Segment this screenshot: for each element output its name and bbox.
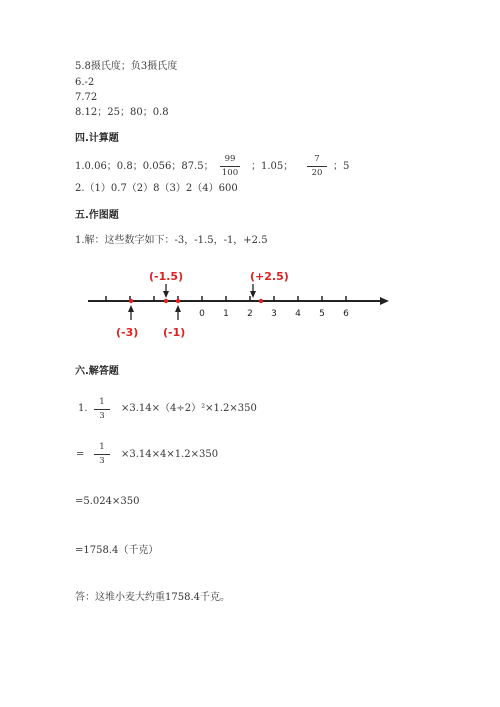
arrow-up-icon (175, 305, 181, 312)
sec4-q1-prefix: 1.0.06；0.8；0.056；87.5； (75, 161, 214, 172)
fraction-denominator: 100 (221, 167, 239, 178)
fraction-7-20 (306, 155, 328, 177)
tick-label: 2 (247, 309, 253, 319)
sec6-line4: =1758.4（千克） (75, 545, 159, 556)
number-line-tick-labels (199, 309, 349, 319)
label-minus-1-5: (-1.5) (149, 270, 184, 283)
section-6-title: 六.解答题 (75, 366, 119, 377)
point-minus-1-5 (164, 299, 168, 303)
tick-label: 6 (343, 309, 349, 319)
tick-label: 0 (199, 309, 205, 319)
sec6-line3: =5.024×350 (75, 496, 140, 507)
sec6-answer: 答：这堆小麦大约重1758.4千克。 (75, 592, 230, 603)
axis-arrow-icon (380, 297, 389, 305)
point-minus-1 (176, 299, 180, 303)
fraction-bar (94, 454, 110, 455)
answer-line-8: 8.12；25；80；0.8 (75, 107, 169, 118)
fraction-denominator: 20 (311, 167, 323, 178)
tick-label: 3 (271, 309, 277, 319)
fraction-1-3 (93, 398, 111, 420)
label-minus-1: (-1) (163, 326, 186, 339)
tick-label: 5 (319, 309, 325, 319)
label-plus-2-5: (+2.5) (250, 270, 289, 283)
section-5-title: 五.作图题 (75, 210, 119, 221)
sec4-q2: 2.（1）0.7（2）8（3）2（4）600 (75, 183, 238, 194)
fraction-1-3 (93, 443, 111, 465)
fraction-numerator: 7 (314, 154, 320, 164)
fraction-99-100 (219, 155, 241, 177)
sec6-line1-expression: ×3.14×（4÷2）²×1.2×350 (121, 403, 257, 414)
answer-line-5: 5.8摄氏度；负3摄氏度 (75, 61, 178, 72)
label-minus-3: (-3) (116, 326, 139, 339)
fraction-numerator: 99 (224, 154, 236, 164)
point-plus-2-5 (259, 299, 263, 303)
fraction-numerator: 1 (99, 397, 105, 407)
section-4-title: 四.计算题 (75, 133, 119, 144)
answer-line-7: 7.72 (75, 92, 98, 103)
fraction-denominator: 3 (99, 410, 105, 421)
sec6-line2-expression: ×3.14×4×1.2×350 (121, 449, 219, 460)
sec4-q1-mid: ；1.05； (251, 161, 294, 172)
sec5-q1: 1.解：这些数字如下：-3，-1.5，-1，+2.5 (75, 235, 268, 246)
sec4-q1-end: ；5 (333, 161, 350, 172)
fraction-bar (94, 409, 110, 410)
tick-label: 4 (295, 309, 301, 319)
fraction-bar (307, 166, 327, 167)
tick-label: 1 (223, 309, 229, 319)
arrow-up-icon (128, 305, 134, 312)
answer-line-6: 6.-2 (75, 77, 95, 88)
fraction-numerator: 1 (99, 442, 105, 452)
arrow-down-icon (250, 291, 256, 298)
point-minus-3 (129, 299, 133, 303)
number-line-figure (0, 260, 500, 350)
sec6-line1-prefix: 1. (78, 403, 88, 414)
sec6-line2-prefix: = (76, 449, 85, 460)
arrow-down-icon (163, 291, 169, 298)
fraction-denominator: 3 (99, 455, 105, 466)
fraction-bar (220, 166, 240, 167)
